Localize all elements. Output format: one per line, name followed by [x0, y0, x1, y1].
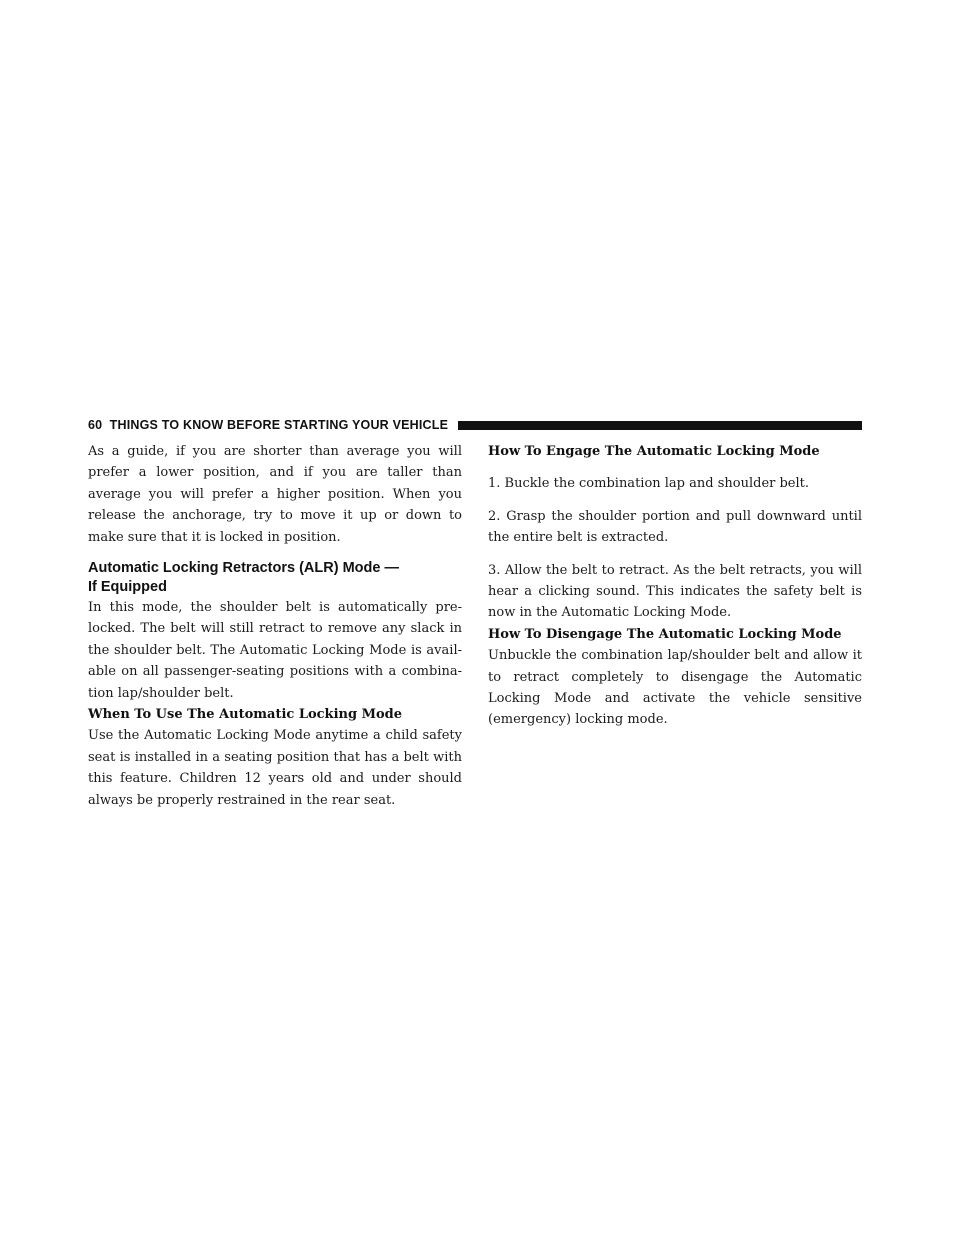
when-heading: When To Use The Automatic Locking Mode	[88, 707, 402, 723]
alr-heading-line2: If Equipped	[88, 579, 167, 596]
page-header	[88, 418, 862, 432]
disengage-paragraph: Unbuckle the combination lap/shoulder belt and allow it to retract completely to disengage the Automatic Locking Mode and activate the vehicle sensitive (emergency) locking mode.	[488, 648, 862, 728]
engage-step-3: 3. Allow the belt to retract. As the belt retracts, you will hear a clicking sound. This indicates the safety belt is now in the Automatic Locking Mode.	[488, 562, 862, 621]
alr-paragraph: In this mode, the shoulder belt is automatically pre-locked. The belt will still retract to remove any slack in the shoulder belt. The Automatic Locking Mode is avail-able on all passenger-seating positions with a combina-tion lap/shoulder belt.	[88, 600, 462, 701]
intro-paragraph: As a guide, if you are shorter than average you will prefer a lower position, and if you are taller than average you will prefer a higher position. When you release the anchorage, try to move it up or down to make sure that it is locked in position.	[88, 444, 462, 545]
right-column	[488, 441, 862, 731]
alr-heading-line1: Automatic Locking Retractors (ALR) Mode —	[88, 560, 399, 577]
page-header-text	[88, 418, 458, 432]
page-number: 60	[88, 418, 103, 432]
header-rule	[458, 421, 862, 430]
section-title: THINGS TO KNOW BEFORE STARTING YOUR VEHICLE	[109, 418, 449, 432]
alr-heading	[88, 559, 462, 597]
engage-step-2: 2. Grasp the shoulder portion and pull downward until the entire belt is extracted.	[488, 508, 862, 546]
engage-step-1: 1. Buckle the combination lap and shoulder belt.	[488, 476, 810, 492]
when-paragraph: Use the Automatic Locking Mode anytime a child safety seat is installed in a seating position that has a belt with this feature. Children 12 years old and under should always be properly restrained in the rear seat.	[88, 728, 462, 808]
engage-heading: How To Engage The Automatic Locking Mode	[488, 444, 820, 459]
left-column	[88, 441, 462, 811]
disengage-heading: How To Disengage The Automatic Locking Mode	[488, 626, 842, 642]
